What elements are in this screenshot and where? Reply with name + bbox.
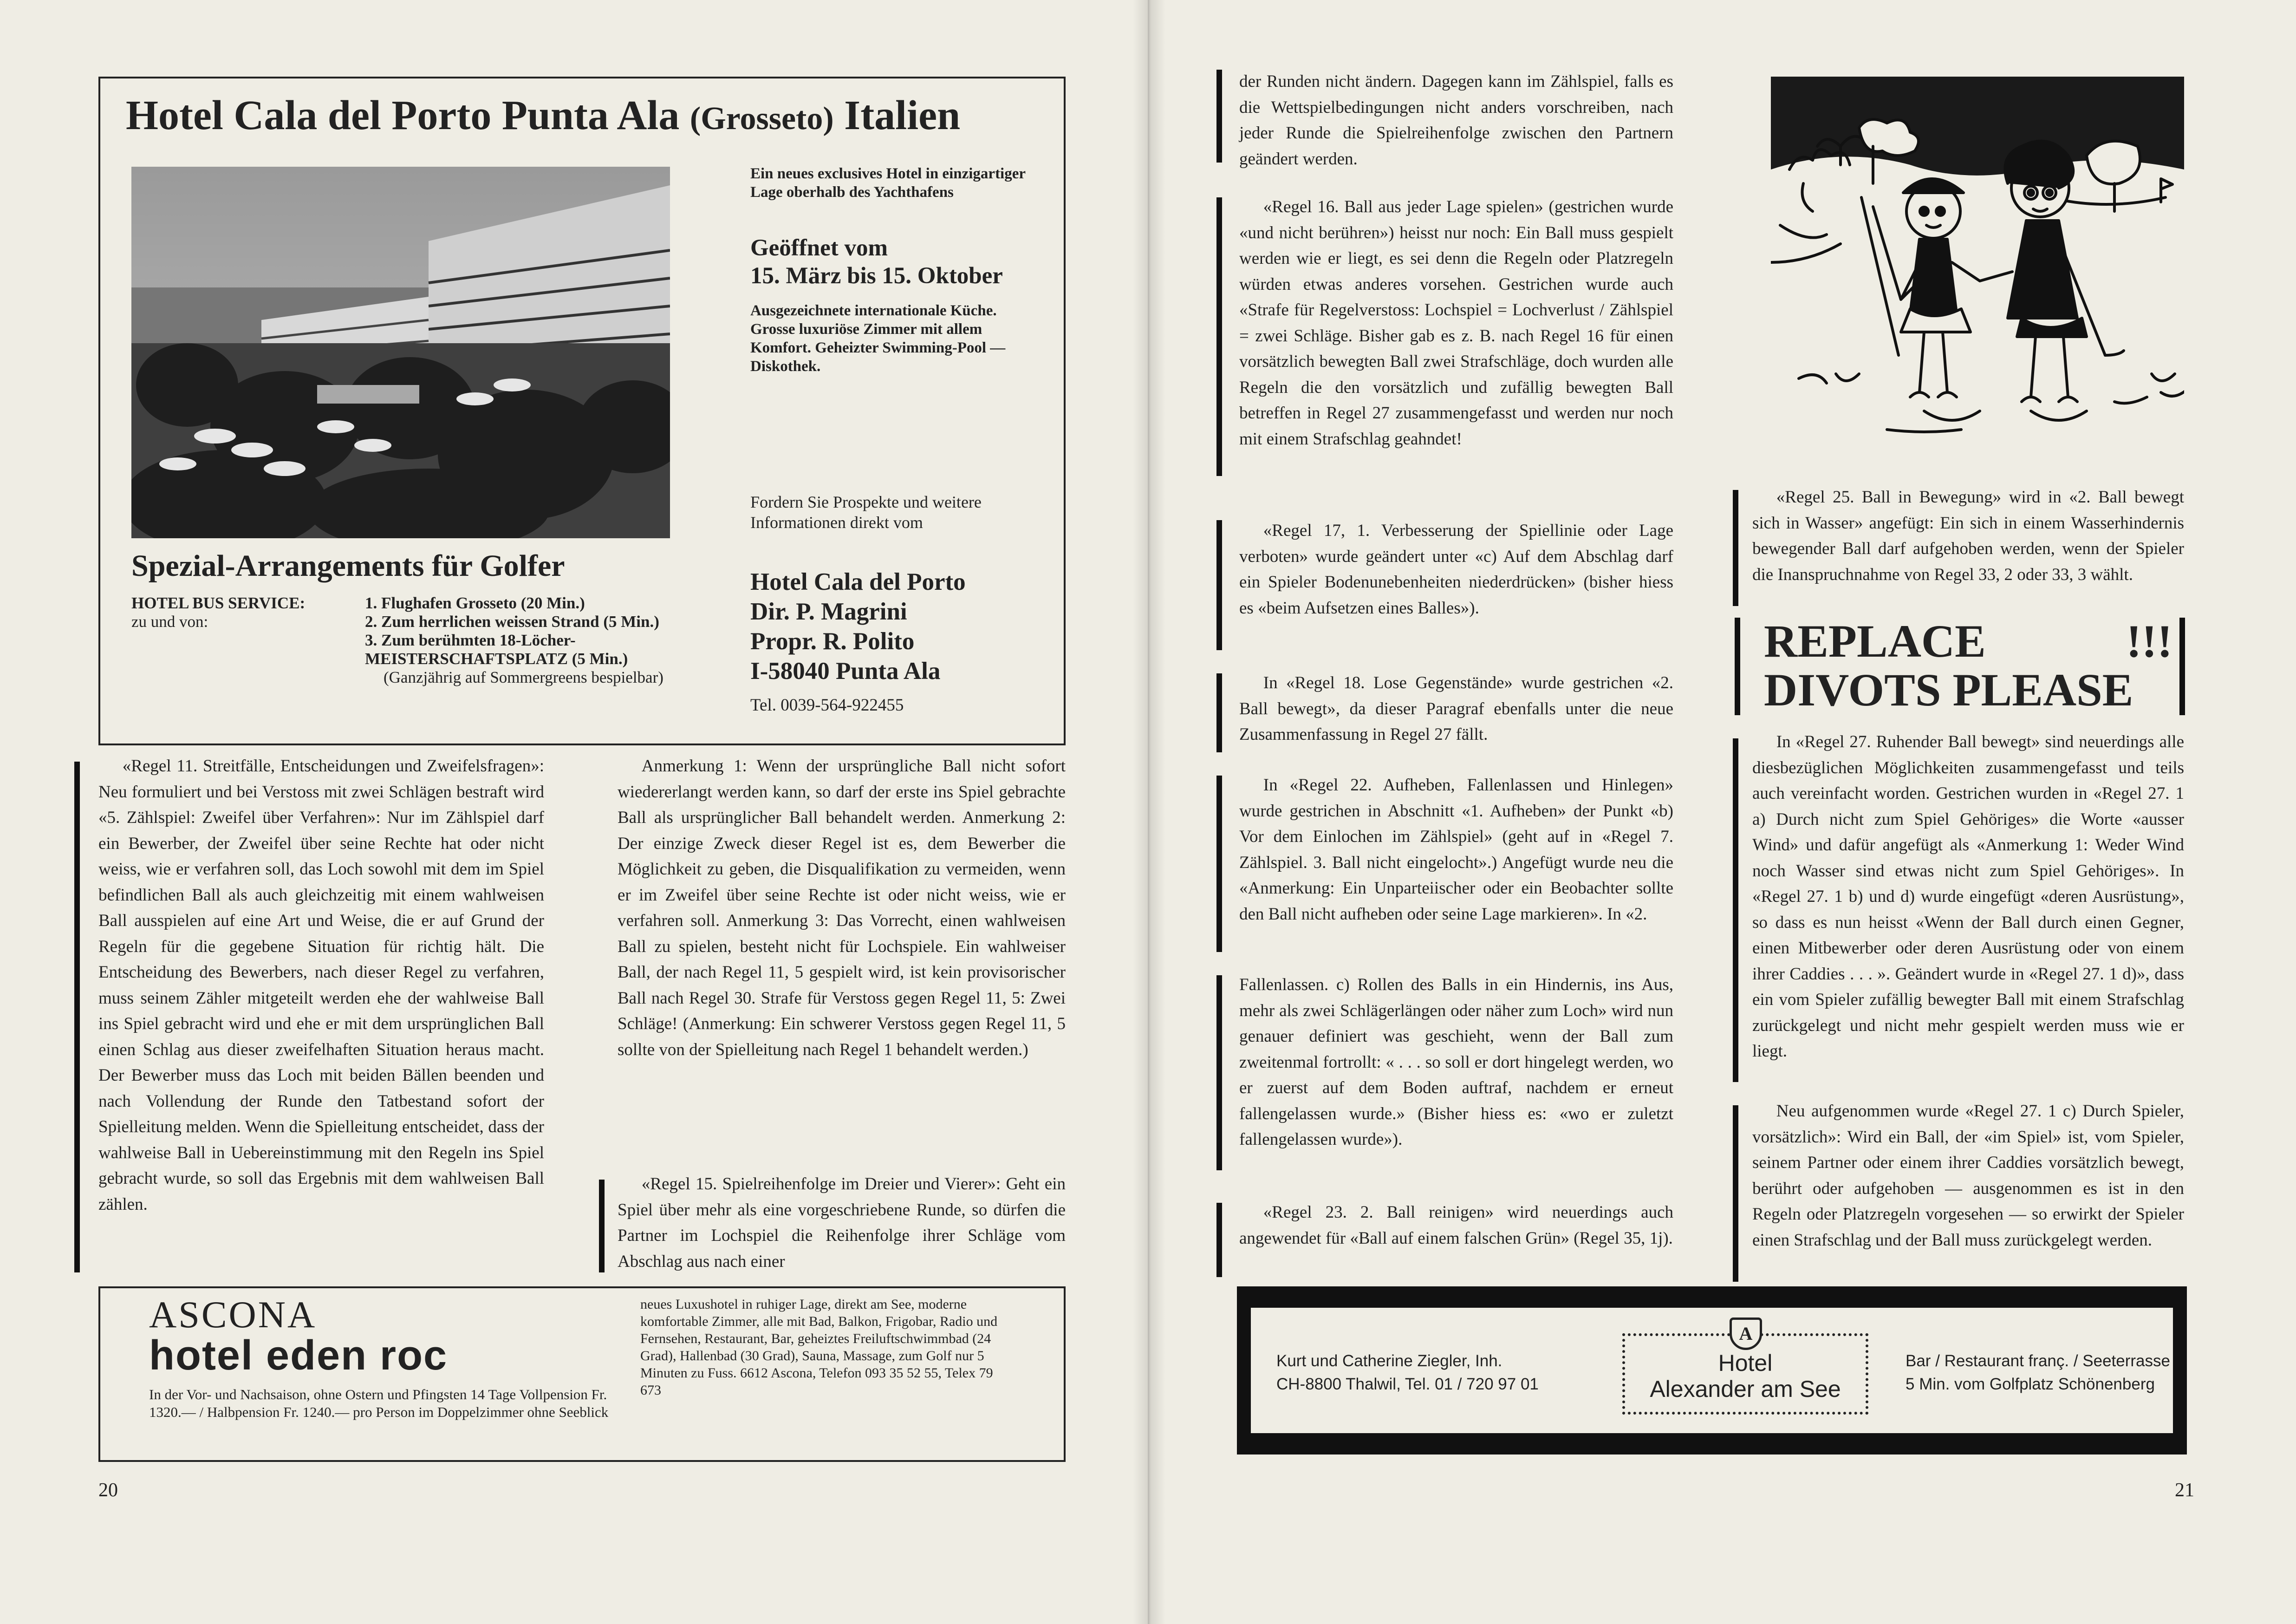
- paragraph-regel-27: In «Regel 27. Ruhender Ball bewegt» sind neuerdings alle diesbezüglichen Möglichkeiten zusammengefasst und teils auch vereinfacht worden. Gestrichen wurden in «Regel 27. 1 a) Durch nicht zum Spiel Gehöriges» die Worte «ausser Wind» und dafür angefügt als «Anmerkung 1: Weder Wind noch Wasser sind etwas nicht zum Spiel Gehöriges». In «Regel 27. 1 b) und d) wurde eingefügt «deren Ausrüstung», so dass es nun heisst «Wenn der Ball durch einen Gegner, einen Mitbewerber oder deren Ausrüstung oder von einem ihrer Caddies . . . ». Geändert wurde in «Regel 27. 1 d)», dass ein vom Spieler zufällig bewegter Ball mit einem Strafschlag zurückgelegt und nicht mehr gespielt werden muss wie er liegt.: [1752, 732, 2184, 1061]
- column-rule: [1216, 1203, 1222, 1277]
- right-text-column-1d: [1239, 670, 1673, 748]
- bus-destination-2: 2. Zum herrlichen weissen Strand (5 Min.): [365, 613, 659, 631]
- text-column-2: [618, 753, 1066, 1063]
- ad-alexander-address: CH-8800 Thalwil, Tel. 01 / 720 97 01: [1276, 1375, 1539, 1393]
- ad-request: Fordern Sie Prospekte und weitere Informationen direkt vom: [750, 493, 982, 532]
- text-column-1: [98, 753, 544, 1217]
- ad-title-main: Hotel Cala del Porto Punta Ala: [126, 92, 680, 138]
- right-text-column-2c: [1752, 1098, 2184, 1253]
- crest-letter: A: [1739, 1323, 1753, 1344]
- ad-cala-del-porto: [98, 77, 1066, 745]
- headline-line-2: DIVOTS PLEASE: [1764, 664, 2133, 716]
- paragraph-regel-27-1c: Neu aufgenommen wurde «Regel 27. 1 c) Durch Spieler, vorsätzlich»: Wird ein Ball, der «im Spiel» ist, vom Spieler, seinem Partner oder einem ihrer Caddies vorsätzlich bewegt, berührt oder aufgehoben — ausgenommen es ist in den Regeln oder Platzregeln vorgesehen — so erwirkt der Spieler einen Strafschlag und der Ball muss zurückgelegt werden.: [1752, 1102, 2184, 1250]
- paragraph-regel-11: «Regel 11. Streitfälle, Entscheidungen und Zweifelsfragen»: Neu formuliert und bei Verstoss mit zwei Schlägen bestraft wird «5. Zählspiel: Zweifel über Verfahren»: Nur im Zählspiel darf ein Bewerber, der Zweifel über seine Rechte hat oder nicht weiss, wie er verfahren soll, das Loch sowohl mit dem im Spiel befindlichen Ball als auch gleichzeitig mit einem wahlweisen Ball ausspielen auf eine Art und Weise, die er auf Grund der Regeln für die gegebene Situation für richtig hält. Die Entscheidung des Bewerbers, nach dieser Regel zu verfahren, muss seinem Zähler mitgeteilt werden ehe der wahlweise Ball ins Spiel gebracht wird und ehe er mit dem ursprünglichen Ball einen Schlag aus dieser zweifelhaften Situation heraus macht. Der Bewerber muss das Loch mit beiden Bällen beenden und nach Vollendung der Runde den Tatbestand sofort der Spielleitung melden. Wenn die Spielleitung entscheidet, dass der wahlweise Ball in Uebereinstimmung mit den Regeln ins Spiel gebracht wurde, so soll das Ergebnis mit dem wahlweisen Ball zählen.: [98, 757, 544, 1214]
- paragraph-anmerkung: Anmerkung 1: Wenn der ursprüngliche Ball nicht sofort wiedererlangt werden kann, so darf der erste ins Spiel gebrachte Ball als ursprünglicher Ball behandelt werden. Anmerkung 2: Der einzige Zweck dieser Regel ist es, dem Bewerber die Möglichkeit zu geben, die Disqualifikation zu vermeiden, wenn er im Zweifel über seine Rechte ist oder nicht weiss, wie er verfahren soll. Anmerkung 3: Das Vorrecht, einen wahlweisen Ball zu spielen, besteht nicht für Lochspiele. Ein wahlweiser Ball, der nach Regel 11, 5 gespielt wird, ist kein provisorischer Ball nach Regel 30. Strafe für Verstoss gegen Regel 11, 5: Zwei Schläge! (Anmerkung: Ein schwerer Verstoss gegen Regel 11, 5 sollte von der Spielleitung nach Regel 1 behandelt werden.): [618, 757, 1066, 1059]
- ad-opening-dates: 15. März bis 15. Oktober: [750, 263, 1003, 289]
- paragraph-regel-22: In «Regel 22. Aufheben, Fallenlassen und Hinlegen» wurde gestrichen in Abschnitt «1. Aufheben» der Punkt «b) Vor dem Einlochen im Zählspiel» (geht auf in «Regel 7. Zählspiel. 3. Ball nicht eingelocht».) Angefügt wurde neu die «Anmerkung: Ein Unparteiischer oder ein Beobachter sollte den Ball nicht aufheben oder seine Lage markieren». In «2.: [1239, 776, 1673, 924]
- page-number-right: 21: [2175, 1480, 2194, 1501]
- ad-special-heading: Spezial-Arrangements für Golfer: [131, 549, 565, 583]
- column-rule: [1216, 673, 1222, 752]
- ad-opening: [750, 234, 1047, 290]
- bus-note: (Ganzjährig auf Sommergreens bespielbar): [384, 668, 663, 686]
- bus-destination-1: 1. Flughafen Grosseto (20 Min.): [365, 594, 585, 612]
- ad-contact: [750, 567, 1047, 686]
- ad-opening-line1: Geöffnet vom: [750, 235, 888, 261]
- ad-title-country: Italien: [844, 92, 961, 138]
- bus-destinations: [365, 594, 736, 650]
- right-text-column-1c: [1239, 518, 1673, 621]
- page-number-left: 20: [98, 1480, 118, 1501]
- column-rule: [1216, 197, 1222, 476]
- column-rule: [599, 1180, 605, 1272]
- ad-telephone: Tel. 0039-564-922455: [750, 696, 904, 715]
- ad-contact-proprietor: Propr. R. Polito: [750, 628, 915, 655]
- hotel-photo: [131, 167, 670, 538]
- paragraph-regel-23: «Regel 23. 2. Ball reinigen» wird neuerdings auch angewendet für «Ball auf einem falschen Grün» (Regel 35, 1j).: [1239, 1203, 1673, 1248]
- ad-ascona-details: neues Luxushotel in ruhiger Lage, direkt am See, moderne komfortable Zimmer, alle mit Bad, Balkon, Frigobar, Radio und Fernsehen, Restaurant, Bar, geheiztes Freiluftschwimmbad (24 Grad), Hallenbad (30 Grad), Sauna, Massage, zum Golf nur 5 Minuten zu Fuss. 6612 Ascona, Telefon 093 35 52 55, Telex 79 673: [640, 1297, 998, 1398]
- bus-service-sub: zu und von:: [131, 613, 208, 631]
- ad-alexander-owners: Kurt und Catherine Ziegler, Inh.: [1276, 1352, 1502, 1370]
- right-text-column-2: [1752, 484, 2184, 587]
- ad-hotel-alexander: [1237, 1286, 2187, 1454]
- right-text-column-1f: [1239, 972, 1673, 1153]
- ad-ascona-hotel-name: hotel eden roc: [149, 1332, 448, 1379]
- ad-ascona: [98, 1286, 1066, 1462]
- right-text-column-1e: [1239, 772, 1673, 927]
- ad-alexander-hotel-name: Alexander am See: [1650, 1376, 1841, 1402]
- ad-alexander-restaurant: Bar / Restaurant franç. / Seeterrasse: [1906, 1352, 2170, 1370]
- column-rule: [1216, 975, 1222, 1170]
- headline-replace-divots: [1752, 615, 2193, 720]
- headline-rule-right: [2179, 618, 2185, 715]
- ad-contact-city: I-58040 Punta Ala: [750, 658, 941, 685]
- paragraph-regel-18: In «Regel 18. Lose Gegenstände» wurde gestrichen «2. Ball bewegt», da dieser Paragraf ebenfalls unter die neue Zusammenfassung in Regel 27 fällt.: [1239, 673, 1673, 744]
- column-rule: [1216, 520, 1222, 650]
- golf-cartoon: [1771, 77, 2184, 471]
- paragraph-regel-15: «Regel 15. Spielreihenfolge im Dreier und Vierer»: Geht ein Spiel über mehr als eine vorgeschriebene Runde, so dürfen die Partner im Lochspiel die Reihenfolge ihrer Schläge vom Abschlag aus nach einer: [618, 1174, 1066, 1271]
- ad-alexander-logo-box: [1622, 1323, 1868, 1415]
- right-text-column-2b: [1752, 729, 2184, 1064]
- column-rule: [1216, 70, 1222, 163]
- right-text-column-1g: [1239, 1200, 1673, 1251]
- text-column-2b: [618, 1171, 1066, 1274]
- ad-alexander-hotel-word: Hotel: [1718, 1350, 1773, 1376]
- bus-destination-3b: MEISTERSCHAFTSPLATZ (5 Min.): [365, 650, 628, 668]
- headline-rule-left: [1735, 618, 1740, 715]
- ad-contact-director: Dir. P. Magrini: [750, 598, 907, 625]
- paragraph-regel-17: «Regel 17, 1. Verbesserung der Spiellinie oder Lage verboten» wurde geändert unter «c) Auf dem Abschlag darf ein Spieler Bodenunebenheiten niederdrücken» (bisher hiess es «beim Aufsetzen eines Balles»).: [1239, 521, 1673, 618]
- headline-line-1: [1764, 617, 2172, 665]
- ad-ascona-season: In der Vor- und Nachsaison, ohne Ostern und Pfingsten 14 Tage Vollpension Fr. 1320.— / Halbpension Fr. 1240.— pro Person im Doppelzimmer ohne Seeblick: [149, 1386, 609, 1420]
- ad-features: Ausgezeichnete internationale Küche. Grosse luxuriöse Zimmer mit allem Komfort. Geheizter Swimming-Pool — Diskothek.: [750, 302, 1006, 375]
- bus-service-label: HOTEL BUS SERVICE:: [131, 594, 306, 612]
- paragraph-regel-25: «Regel 25. Ball in Bewegung» wird in «2. Ball bewegt sich in Wasser» angefügt: Ein sich in einem Wasserhindernis bewegender Ball darf aufgehoben werden, wenn der Spieler die Inanspruchnahme von Regel 33, 2 oder 33, 3 wählt.: [1752, 488, 2184, 584]
- ad-alexander-inner: [1251, 1308, 2173, 1433]
- right-text-column-1b: [1239, 194, 1673, 452]
- column-rule: [1733, 490, 1738, 606]
- right-text-column-1: [1239, 69, 1673, 172]
- column-rule: [1216, 776, 1222, 952]
- ad-title: [126, 90, 1045, 144]
- column-rule: [74, 762, 80, 1272]
- book-gutter: [1133, 0, 1165, 1624]
- paragraph-runden: der Runden nicht ändern. Dagegen kann im Zählspiel, falls es die Wettspielbedingungen nicht anders vorschreiben, nach jeder Runde die Spielreihenfolge zwischen den Partnern geändert werden.: [1239, 72, 1673, 169]
- bus-destination-3a: 3. Zum berühmten 18-Löcher-: [365, 631, 576, 649]
- headline-replace: REPLACE: [1764, 615, 1986, 667]
- ad-intro: Ein neues exclusives Hotel in einzigartiger Lage oberhalb des Yachthafens: [750, 165, 1026, 201]
- column-rule: [1733, 1105, 1738, 1282]
- paragraph-regel-16: «Regel 16. Ball aus jeder Lage spielen» (gestrichen wurde «und nicht berühren») heisst nur noch: Ein Ball muss gespielt werden wie er liegt, es sei denn die Regeln oder Platzregeln würden etwas anderes vorsehen. Gestrichen wurde auch «Strafe für Regelverstoss: Lochspiel = Lochverlust / Zählspiel = zwei Schläge. Bisher gab es z. B. nach Regel 16 für einen vorsätzlich bewegten Ball zwei Strafschläge, doch wurden alle Regeln die den vorsätzlich und zufällig bewegten Ball betreffen in Regel 27 zusammengefasst und werden nur noch mit einem Strafschlag geahndet!: [1239, 197, 1673, 449]
- paragraph-fallenlassen: Fallenlassen. c) Rollen des Balls in ein Hindernis, ins Aus, mehr als zwei Schlägerlängen oder näher zum Loch» wird nun genauer definiert was geschieht, wenn der Ball zum zweitenmal fortrollt: « . . . so soll er dort hingelegt werden, wo er zuerst auf dem Boden auftraf, nachdem er erneut fallengelassen wurde.» (Bisher hiess es: «wo er zuletzt fallengelassen wurde»).: [1239, 975, 1673, 1149]
- right-page: [1149, 0, 2296, 1624]
- ad-ascona-city: ASCONA: [149, 1293, 317, 1336]
- headline-exclamations: !!!: [2126, 615, 2172, 667]
- ad-alexander-golf: 5 Min. vom Golfplatz Schönenberg: [1906, 1375, 2155, 1393]
- column-rule: [1733, 738, 1738, 1082]
- crest-icon: [1730, 1317, 1762, 1350]
- ad-contact-name: Hotel Cala del Porto: [750, 568, 966, 595]
- ad-title-location: (Grosseto): [689, 101, 834, 137]
